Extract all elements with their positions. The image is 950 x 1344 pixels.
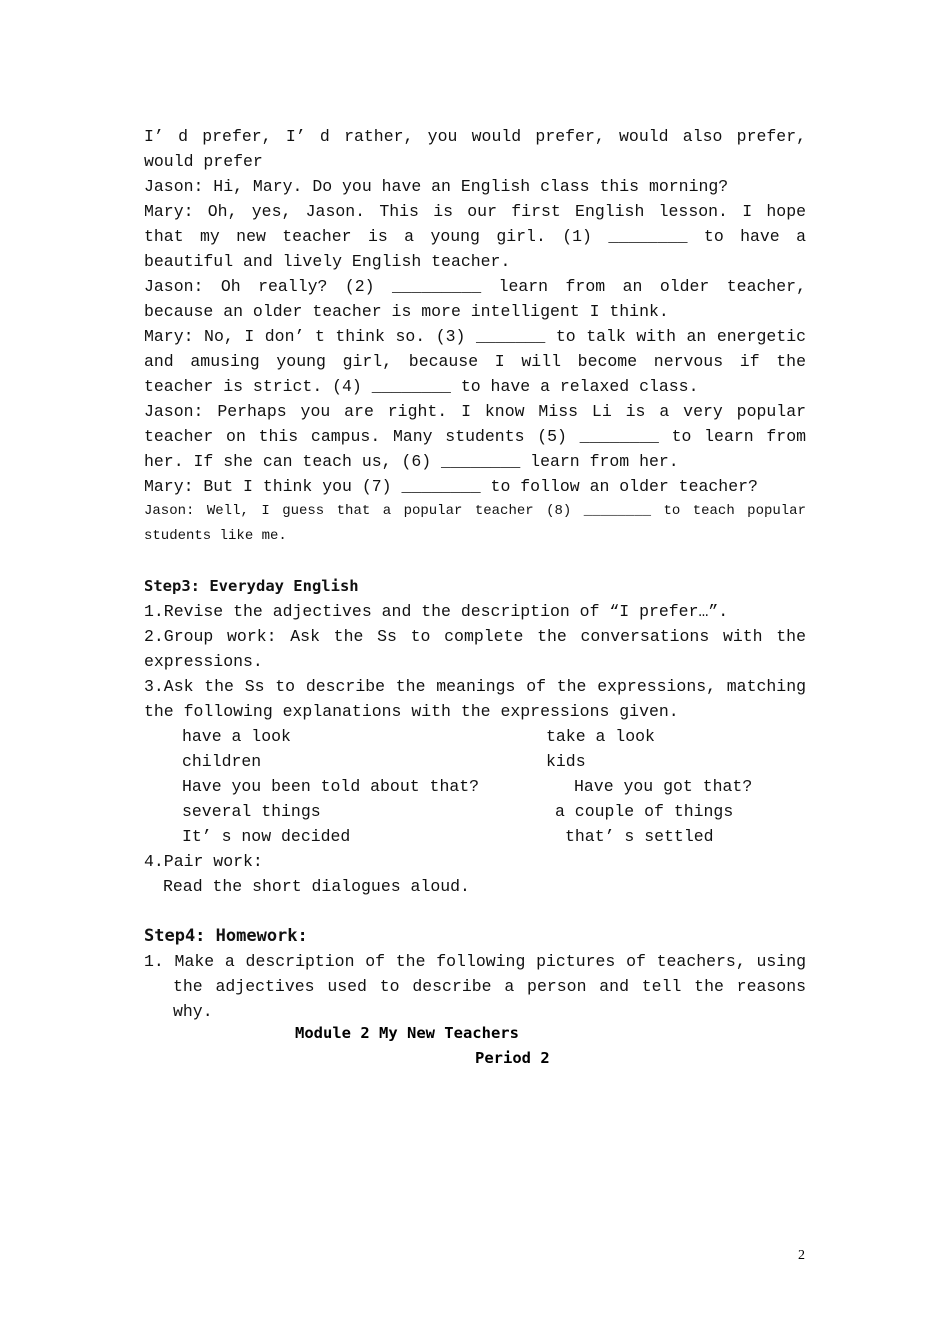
pair-left: Have you been told about that? — [182, 777, 480, 796]
expression-pair — [144, 724, 806, 749]
dialogue-line: Mary: But I think you (7) ________ to follow an older teacher? — [144, 477, 758, 496]
pair-left: It’ s now decided — [182, 827, 351, 846]
pair-right: that’ s settled — [565, 827, 714, 846]
pair-right: kids — [546, 752, 586, 771]
dialogue-line: Mary: No, I don’ t think so. (3) _______ to talk with an energetic and amusing young girl, because I will become nervous if the teacher is strict. (4) ________ to have a relaxed class. — [144, 327, 806, 396]
page-content — [144, 124, 806, 1024]
step3-item: 1.Revise the adjectives and the description of “I prefer…”. — [144, 602, 729, 621]
module-title: Module 2 My New Teachers — [295, 1024, 519, 1042]
step4-item: 1. Make a description of the following pictures of teachers, using the adjectives used to describe a person and tell the reasons why. — [144, 952, 806, 1021]
pair-right: a couple of things — [555, 802, 734, 821]
pair-left: several things — [182, 802, 321, 821]
expression-pair — [144, 799, 806, 824]
dialogue-line: Jason: Oh really? (2) _________ learn from an older teacher, because an older teacher is more intelligent I think. — [144, 277, 806, 321]
pair-left: children — [182, 752, 262, 771]
period-title: Period 2 — [475, 1049, 550, 1067]
expressions-line: I’ d prefer, I’ d rather, you would prefer, would also prefer, would prefer — [144, 127, 806, 171]
expression-pair — [144, 774, 806, 799]
pair-right: Have you got that? — [574, 777, 753, 796]
page-number: 2 — [798, 1248, 805, 1263]
pair-work-text: Read the short dialogues aloud. — [163, 877, 470, 896]
dialogue-line: Jason: Well, I guess that a popular teacher (8) ________ to teach popular students like me. — [144, 503, 806, 544]
step3-item: 2.Group work: Ask the Ss to complete the conversations with the expressions. — [144, 627, 806, 671]
pair-right: take a look — [546, 727, 655, 746]
dialogue-line: Jason: Hi, Mary. Do you have an English class this morning? — [144, 177, 729, 196]
step3-heading: Step3: Everyday English — [144, 577, 359, 595]
dialogue-line: Jason: Perhaps you are right. I know Miss Li is a very popular teacher on this campus. Many students (5) ________ to learn from her. If she can teach us, (6) ________ learn from her. — [144, 402, 806, 471]
step4-heading: Step4: Homework: — [144, 926, 308, 946]
expression-pair — [144, 749, 806, 774]
pair-work-label: 4.Pair work: — [144, 852, 263, 871]
step3-item: 3.Ask the Ss to describe the meanings of the expressions, matching the following explanations with the expressions given. — [144, 677, 806, 721]
pair-left: have a look — [182, 727, 291, 746]
expression-pair — [144, 824, 806, 849]
dialogue-line: Mary: Oh, yes, Jason. This is our first English lesson. I hope that my new teacher is a young girl. (1) ________ to have a beautiful and lively English teacher. — [144, 202, 806, 271]
